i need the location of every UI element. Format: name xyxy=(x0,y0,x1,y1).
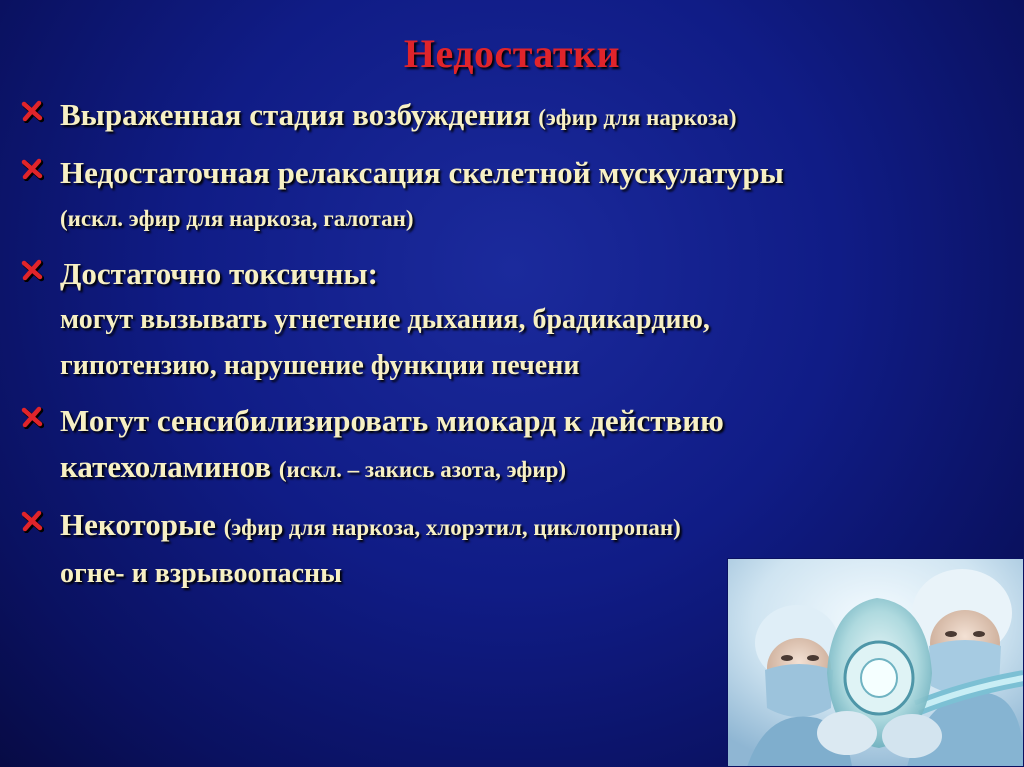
x-mark-icon xyxy=(20,99,44,123)
bullet-list xyxy=(20,92,1004,606)
bullet-text: Могут сенсибилизировать миокард к действию xyxy=(60,403,724,438)
x-mark-icon xyxy=(20,157,44,181)
bullet-note: (искл. эфир для наркоза, галотан) xyxy=(60,206,414,231)
bullet-text: Некоторые xyxy=(60,507,216,542)
bullet-item xyxy=(20,92,1004,141)
bullet-item xyxy=(20,251,1004,389)
photo-illustration xyxy=(727,558,1024,767)
bullet-line xyxy=(60,502,1004,551)
bullet-text-line3: гипотензию, нарушение функции печени xyxy=(60,350,580,381)
bullet-item xyxy=(20,398,1004,493)
bullet-text: Выраженная стадия возбуждения xyxy=(60,97,531,132)
anesthesia-mask-photo xyxy=(727,558,1024,767)
x-mark-icon xyxy=(20,405,44,429)
bullet-note: (эфир для наркоза) xyxy=(538,105,737,130)
bullet-text-line2: катехоламинов xyxy=(60,449,272,484)
x-mark-icon xyxy=(20,509,44,533)
bullet-line xyxy=(60,444,1004,493)
bullet-item xyxy=(20,150,1004,242)
bullet-text: Достаточно токсичны: xyxy=(60,256,378,291)
bullet-line xyxy=(60,92,1004,141)
bullet-note: (эфир для наркоза, хлорэтил, циклопропан) xyxy=(223,515,681,540)
x-mark-icon xyxy=(20,258,44,282)
bullet-text-line2: огне- и взрывоопасны xyxy=(60,558,343,589)
bullet-note: (искл. – закись азота, эфир) xyxy=(278,457,567,482)
bullet-text-line2: могут вызывать угнетение дыхания, брадикардию, xyxy=(60,304,710,335)
bullet-text: Недостаточная релаксация скелетной мускулатуры xyxy=(60,155,784,190)
slide-title: Недостатки xyxy=(403,31,621,76)
